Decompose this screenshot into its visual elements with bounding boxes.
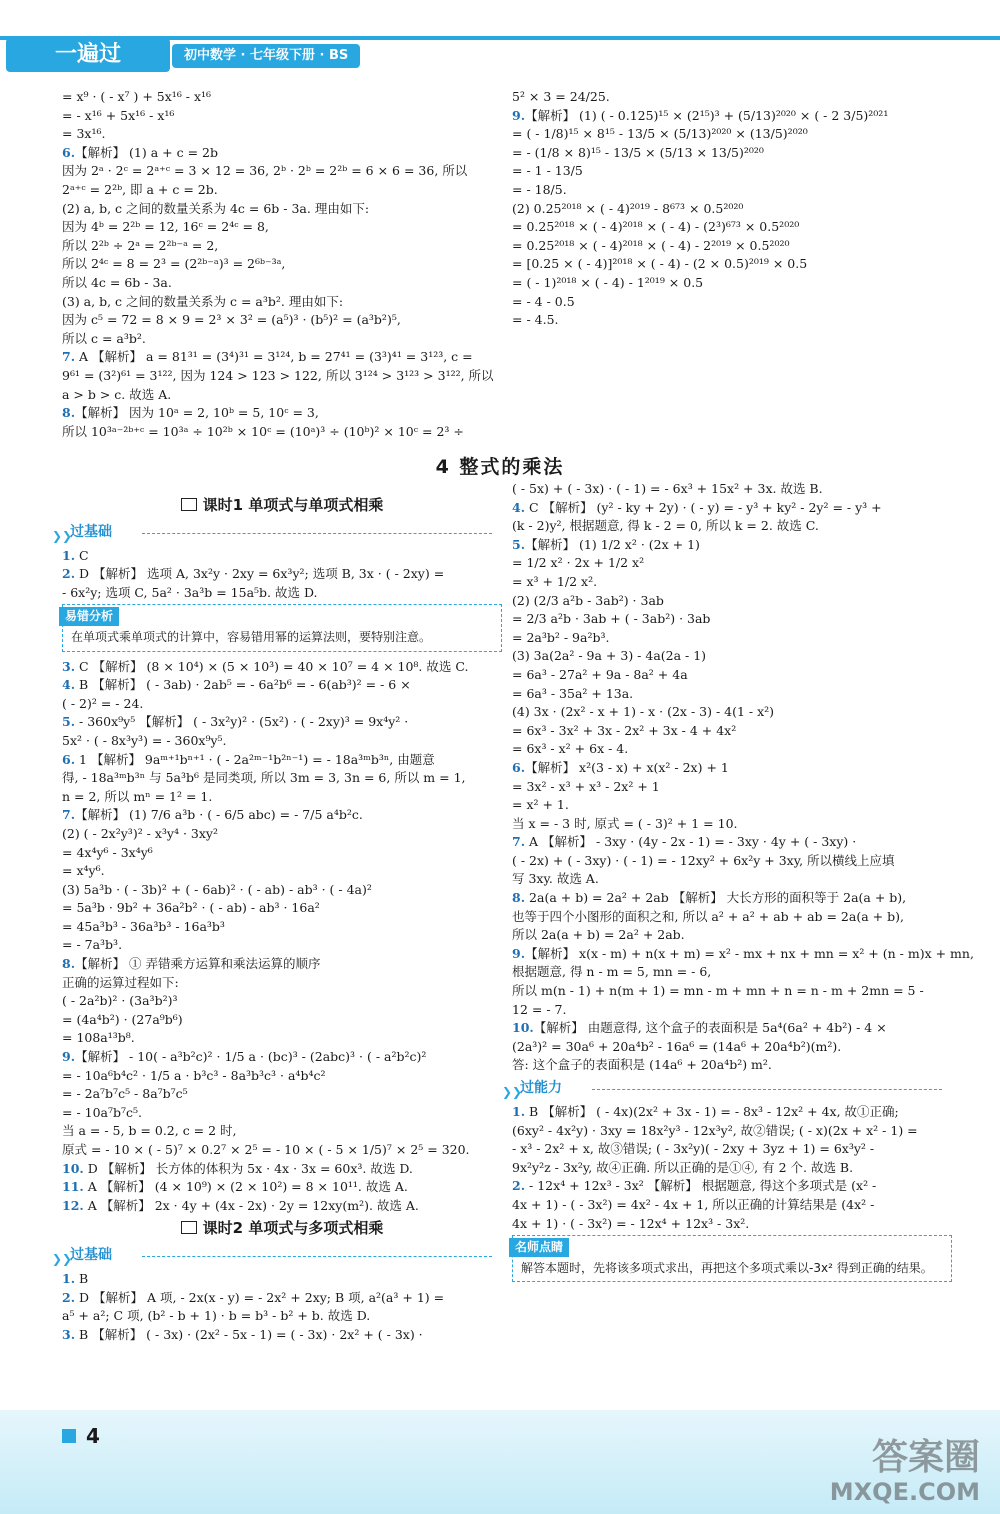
page-header xyxy=(0,0,1000,78)
answer-line: = 4x⁴y⁶ - 3x⁴y⁶ xyxy=(62,844,153,860)
answer-line: - x³ - 2x² + x, 故③错误; ( - 3x²y)( - 2xy + 3yz + 1) = 6x³y² - xyxy=(512,1141,875,1157)
question-number: 7. xyxy=(512,834,526,850)
answer-line: 7. A 【解析】 - 3xy · (4y - 2x - 1) = - 3xy · 4y + ( - 3xy) · xyxy=(512,834,857,850)
answer-line: 12 = - 7. xyxy=(512,1001,567,1017)
lesson-box-icon xyxy=(181,1221,197,1234)
answer-line: 9.【解析】 (1) ( - 0.125)¹⁵ × (2¹⁵)³ + (5/13)²⁰²⁰ × ( - 2 3/5)²⁰²¹ xyxy=(512,107,889,123)
page-number-label: 4 xyxy=(86,1424,100,1448)
chevron-icon: ❯❯ xyxy=(52,1251,73,1266)
answer-line: 所以 10³ᵃ⁻²ᵇ⁺ᶜ = 10³ᵃ ÷ 10²ᵇ × 10ᶜ = (10ᵃ)³ ÷ (10ᵇ)² × 10ᶜ = 2³ ÷ xyxy=(62,423,464,439)
square-icon xyxy=(62,1429,76,1443)
answer-line: ( - 2x) + ( - 3xy) · ( - 1) = - 12xy² + 6x²y + 3xy, 所以横线上应填 xyxy=(512,852,895,868)
question-number: 3. xyxy=(62,1326,76,1342)
answer-line: = - 4.5. xyxy=(512,312,559,328)
answer-line: 根据题意, 得 n - m = 5, mn = - 6, xyxy=(512,964,712,980)
question-number: 7. xyxy=(62,349,76,365)
answer-line: 7.【解析】 (1) 7/6 a³b · ( - 6/5 abc) = - 7/5 a⁴b²c. xyxy=(62,807,363,823)
answer-line: 9x²y²z - 3x²y, 故④正确. 所以正确的是①④, 有 2 个. 故选 B. xyxy=(512,1159,854,1175)
answer-line: ( - 5x) + ( - 3x) · ( - 1) = - 6x³ + 15x² + 3x. 故选 B. xyxy=(512,481,823,496)
error-note-text: 在单项式乘单项式的计算中，容易错用幂的运算法则，要特别注意。 xyxy=(71,629,432,644)
answer-line: = ( - 1/8)¹⁵ × 8¹⁵ - 13/5 × (5/13)²⁰²⁰ × (13/5)²⁰²⁰ xyxy=(512,126,808,142)
question-number: 10. xyxy=(62,1160,84,1176)
banner-basic xyxy=(52,523,502,543)
answer-line: 所以 c = a³b². xyxy=(62,330,146,346)
answer-line: = - 4 - 0.5 xyxy=(512,293,575,309)
brand-logo: 一遍过 xyxy=(6,38,170,72)
answer-line: 6.【解析】 (1) a + c = 2b xyxy=(62,144,218,160)
answer-line: = 3x² - x³ + x³ - 2x² + 1 xyxy=(512,778,660,794)
answer-line: 1. B 【解析】 ( - 4x)(2x² + 3x - 1) = - 8x³ - 12x² + 4x, 故①正确; xyxy=(512,1104,899,1119)
answer-line: 10.【解析】 由题意得, 这个盒子的表面积是 5a⁴(6a² + 4b²) - 4 × xyxy=(512,1020,887,1036)
question-number: 1. xyxy=(62,547,76,563)
question-number: 2. xyxy=(512,1178,526,1194)
answer-line: 所以 4c = 6b - 3a. xyxy=(62,274,172,290)
answer-line: 因为 c⁵ = 72 = 8 × 9 = 2³ × 3² = (a⁵)³ · (b⁵)² = (a³b²)⁵, xyxy=(62,312,401,328)
answer-line: 因为 2ᵃ · 2ᶜ = 2ᵃ⁺ᶜ = 3 × 12 = 36, 2ᵇ · 2ᵇ = 2²ᵇ = 6 × 6 = 36, 所以 xyxy=(62,163,468,179)
answer-line: a > b > c. 故选 A. xyxy=(62,386,172,402)
answer-line: 4. B 【解析】 ( - 3ab) · 2ab⁵ = - 6a²b⁶ = - 6(ab³)² = - 6 × xyxy=(62,677,411,693)
left-top-column xyxy=(62,88,502,441)
answer-line: ( - 2a²b)² · (3a³b²)³ xyxy=(62,993,178,1009)
answer-line: = 6x³ - 3x² + 3x - 2x² + 3x - 4 + 4x² xyxy=(512,722,737,738)
answer-line: = - 10a⁶b⁴c² · 1/5 a · b³c³ - 8a³b³c³ · a⁴b⁴c² xyxy=(62,1067,326,1083)
answer-line: = - 7a³b³. xyxy=(62,937,123,953)
answer-line: = 6x³ - x² + 6x - 4. xyxy=(512,741,629,757)
watermark-logo: 答案圈 xyxy=(871,1437,980,1478)
answer-line: 9.【解析】 x(x - m) + n(x + m) = x² - mx + nx + mn = x² + (n - m)x + mn, xyxy=(512,945,974,961)
answer-line: (4) 3x · (2x² - x + 1) - x · (2x - 3) - 4(1 - x²) xyxy=(512,704,775,720)
answer-line: 2. D 【解析】 A 项, - 2x(x - y) = - 2x² + 2xy; B 项, a²(a³ + 1) = xyxy=(62,1289,445,1305)
answer-line: = 2/3 a²b · 3ab + ( - 3ab²) · 3ab xyxy=(512,611,711,627)
lesson-2-label: 课时2 单项式与多项式相乘 xyxy=(202,1219,384,1238)
answer-line: 5² × 3 = 24/25. xyxy=(512,89,610,104)
answer-line: 9⁶¹ = (3²)⁶¹ = 3¹²², 因为 124 > 123 > 122, 所以 3¹²⁴ > 3¹²³ > 3¹²², 所以 xyxy=(62,367,494,383)
answer-line: 6.【解析】 x²(3 - x) + x(x² - 2x) + 1 xyxy=(512,759,729,775)
answer-line: 2. D 【解析】 选项 A, 3x²y · 2xy = 6x³y²; 选项 B, 3x · ( - 2xy) = xyxy=(62,566,445,582)
tip-note-text: 解答本题时，先将该多项式求出，再把这个多项式乘以-3x² 得到正确的结果。 xyxy=(521,1260,933,1275)
answer-line: (2a³)² = 30a⁶ + 20a⁴b² - 16a⁶ = (14a⁶ + 20a⁴b²)(m²). xyxy=(512,1038,842,1054)
question-number: 3. xyxy=(62,658,76,674)
answer-line: 2ᵃ⁺ᶜ = 2²ᵇ, 即 a + c = 2b. xyxy=(62,181,218,197)
lesson-box-icon xyxy=(181,498,197,511)
answer-line: 所以 m(n - 1) + n(m + 1) = mn - m + mn + n = n - m + 2mn = 5 - xyxy=(512,983,924,999)
lesson-1-label: 课时1 单项式与单项式相乘 xyxy=(202,496,384,514)
right-top-column xyxy=(512,88,952,330)
answer-line: = x² + 1. xyxy=(512,797,569,813)
section-title: 4 整式的乘法 xyxy=(435,456,565,478)
answer-line: 8.【解析】 因为 10ᵃ = 2, 10ᵇ = 5, 10ᶜ = 3, xyxy=(62,405,319,421)
answer-line: 当 a = - 5, b = 0.2, c = 2 时, xyxy=(62,1123,237,1139)
answer-line: = 3x¹⁶. xyxy=(62,126,106,142)
question-number: 2. xyxy=(62,566,76,582)
answer-line: 3. B 【解析】 ( - 3x) · (2x² - 5x - 1) = ( - 3x) · 2x² + ( - 3x) · xyxy=(62,1326,423,1342)
answer-line: = 6a³ - 27a² + 9a - 8a² + 4a xyxy=(512,666,688,682)
question-number: 6. xyxy=(62,751,76,767)
answer-line: 8. 2a(a + b) = 2a² + 2ab 【解析】 大长方形的面积等于 2a(a + b), xyxy=(512,890,907,906)
question-number: 9. xyxy=(62,1049,76,1065)
question-number: 9. xyxy=(512,107,526,123)
answer-line: a⁵ + a²; C 项, (b² - b + 1) · b = b³ - b² + b. 故选 D. xyxy=(62,1308,371,1324)
answer-line: (3) 3a(2a² - 9a + 3) - 4a(2a - 1) xyxy=(512,648,707,664)
answer-line: = x⁴y⁶. xyxy=(62,863,105,879)
answer-line: = - 1 - 13/5 xyxy=(512,163,583,179)
question-number: 5. xyxy=(62,714,76,730)
answer-line: 4x + 1) - ( - 3x²) = 4x² - 4x + 1, 所以正确的计算结果是 (4x² - xyxy=(512,1196,875,1212)
banner-divider xyxy=(142,533,492,534)
answer-line: = - 10a⁷b⁷c⁵. xyxy=(62,1104,143,1120)
answer-line: (2) a, b, c 之间的数量关系为 4c = 6b - 3a. 理由如下: xyxy=(62,200,370,216)
answer-line: = - 2a⁷b⁷c⁵ - 8a⁷b⁷c⁵ xyxy=(62,1086,188,1102)
answer-line: 得, - 18a³ᵐb³ⁿ 与 5a³b⁶ 是同类项, 所以 3m = 3, 3n = 6, 所以 m = 1, xyxy=(62,770,466,786)
banner-basic-2-label: 过基础 xyxy=(70,1246,112,1263)
question-number: 8. xyxy=(62,405,76,421)
watermark-url: MXQE.COM xyxy=(829,1478,980,1506)
answer-line: 因为 4ᵇ = 2²ᵇ = 12, 16ᶜ = 2⁴ᶜ = 8, xyxy=(62,219,269,235)
answer-line: 原式 = - 10 × ( - 5)⁷ × 0.2⁷ × 2⁵ = - 10 × ( - 5 × 1/5)⁷ × 2⁵ = 320. xyxy=(62,1142,470,1157)
answer-line: 8.【解析】 ① 弄错乘方运算和乘法运算的顺序 xyxy=(62,956,321,972)
answer-line: 3. C 【解析】 (8 × 10⁴) × (5 × 10³) = 40 × 10⁷ = 4 × 10⁸. 故选 C. xyxy=(62,658,469,674)
basic-answers-3 xyxy=(62,1270,502,1344)
tip-note-title: 名师点睛 xyxy=(509,1238,569,1257)
answer-line: 1. C xyxy=(62,547,89,563)
answer-line: 9.【解析】 - 10( - a³b²c)² · 1/5 a · (bc)³ - (2abc)³ · ( - a²b²c)² xyxy=(62,1049,427,1065)
answer-line: 12. A 【解析】 2x · 4y + (4x - 2x) · 2y = 12xy(m²). 故选 A. xyxy=(62,1197,419,1213)
banner-divider xyxy=(142,1256,492,1257)
banner-ability-label: 过能力 xyxy=(520,1080,562,1096)
answer-line: = 5a³b · 9b² + 36a²b² · ( - ab) - ab³ · 16a² xyxy=(62,900,320,916)
ability-answers xyxy=(512,1103,952,1233)
question-number: 1. xyxy=(62,1270,76,1286)
error-note-title: 易错分析 xyxy=(59,607,119,626)
answer-line: = - x¹⁶ + 5x¹⁶ - x¹⁶ xyxy=(62,107,175,123)
answer-line: 5. - 360x⁹y⁵ 【解析】 ( - 3x²y)² · (5x²) · ( - 2xy)³ = 9x⁴y² · xyxy=(62,714,409,730)
book-tag: 初中数学 · 七年级下册 · BS xyxy=(172,44,360,68)
answer-line: 4. C 【解析】 (y² - ky + 2y) · ( - y) = - y³ + ky² - 2y² = - y³ + xyxy=(512,499,882,515)
answer-line: 10. D 【解析】 长方体的体积为 5x · 4x · 3x = 60x³. 故选 D. xyxy=(62,1160,413,1176)
answer-line: (3) 5a³b · ( - 3b)² + ( - 6ab)² · ( - ab) - ab³ · ( - 4a)² xyxy=(62,881,372,897)
answer-line: = - (1/8 × 8)¹⁵ - 13/5 × (5/13 × 13/5)²⁰²⁰ xyxy=(512,144,764,160)
question-number: 8. xyxy=(512,890,526,906)
answer-line: (2) ( - 2x²y³)² - x³y⁴ · 3xy² xyxy=(62,825,218,841)
left-bottom-column xyxy=(52,492,502,1344)
lesson-2-title xyxy=(62,1219,502,1238)
chevron-icon: ❯❯ xyxy=(52,528,73,543)
banner-ability xyxy=(502,1079,952,1099)
answer-line: 所以 2a(a + b) = 2a² + 2ab. xyxy=(512,927,685,943)
answer-line: 1. B xyxy=(62,1270,89,1286)
banner-basic-label: 过基础 xyxy=(70,523,112,540)
lesson-1-title xyxy=(62,496,502,515)
answer-line: = 6a³ - 35a² + 13a. xyxy=(512,685,634,701)
question-number: 5. xyxy=(512,536,526,552)
answer-line: 6. 1 【解析】 9aᵐ⁺¹bⁿ⁺¹ · ( - 2a²ᵐ⁻¹b²ⁿ⁻¹) = - 18a³ᵐb³ⁿ, 由题意 xyxy=(62,751,435,767)
answer-line: = 45a³b³ - 36a³b³ - 16a³b³ xyxy=(62,918,225,934)
answer-line: 7. A 【解析】 a = 81³¹ = (3⁴)³¹ = 3¹²⁴, b = 27⁴¹ = (3³)⁴¹ = 3¹²³, c = xyxy=(62,349,473,365)
banner-divider xyxy=(592,1089,942,1090)
question-number: 12. xyxy=(62,1197,84,1213)
question-number: 6. xyxy=(512,759,526,775)
basic-answers-1 xyxy=(62,547,502,603)
answer-line: (2) 0.25²⁰¹⁸ × ( - 4)²⁰¹⁹ - 8⁶⁷³ × 0.5²⁰²⁰ xyxy=(512,200,744,216)
answer-line: 4x + 1) · ( - 3x²) = - 12x⁴ + 12x³ - 3x². xyxy=(512,1215,750,1231)
answer-line: n = 2, 所以 mⁿ = 1² = 1. xyxy=(62,788,213,804)
teacher-tip-note xyxy=(512,1235,952,1282)
right-answers-1 xyxy=(512,480,974,1075)
question-number: 2. xyxy=(62,1289,76,1305)
answer-line: 2. - 12x⁴ + 12x³ - 3x² 【解析】 根据题意, 得这个多项式是 (x² - xyxy=(512,1178,877,1194)
answer-line: = (4a⁴b²) · (27a⁹b⁶) xyxy=(62,1011,183,1027)
error-analysis-note xyxy=(62,604,502,651)
answer-line: 11. A 【解析】 (4 × 10⁹) × (2 × 10²) = 8 × 10¹¹. 故选 A. xyxy=(62,1179,408,1195)
question-number: 6. xyxy=(62,144,76,160)
answer-line: - 6x²y; 选项 C, 5a² · 3a³b = 15a⁵b. 故选 D. xyxy=(62,584,318,600)
answer-line: 也等于四个小图形的面积之和, 所以 a² + a² + ab + ab = 2a(a + b), xyxy=(512,908,904,924)
answer-line: (k - 2)y², 根据题意, 得 k - 2 = 0, 所以 k = 2. 故选 C. xyxy=(512,518,819,534)
banner-basic-2 xyxy=(52,1246,502,1266)
question-number: 8. xyxy=(62,956,76,972)
answer-line: 所以 2²ᵇ ÷ 2ᵃ = 2²ᵇ⁻ᵃ = 2, xyxy=(62,237,219,253)
question-number: 1. xyxy=(512,1104,526,1119)
answer-line: (2) (2/3 a²b - 3ab²) · 3ab xyxy=(512,592,664,608)
answer-line: 5.【解析】 (1) 1/2 x² · (2x + 1) xyxy=(512,536,700,552)
answer-line: ( - 2)² = - 24. xyxy=(62,695,144,711)
question-number: 11. xyxy=(62,1179,84,1195)
answer-line: = 1/2 x² · 2x + 1/2 x² xyxy=(512,555,645,571)
answer-line: = [0.25 × ( - 4)]²⁰¹⁸ × ( - 4) - (2 × 0.5)²⁰¹⁹ × 0.5 xyxy=(512,256,808,272)
answer-line: = 2a³b² - 9a²b³. xyxy=(512,629,610,645)
answer-line: 所以 2⁴ᶜ = 8 = 2³ = (2²ᵇ⁻ᵃ)³ = 2⁶ᵇ⁻³ᵃ, xyxy=(62,256,286,272)
basic-answers-2 xyxy=(62,658,502,1216)
answer-line: = 108a¹³b⁸. xyxy=(62,1030,135,1046)
page-number xyxy=(62,1424,100,1448)
answer-line: 写 3xy. 故选 A. xyxy=(512,871,599,887)
answer-line: (6xy² - 4x²y) · 3xy = 18x²y³ - 12x³y², 故②错误; ( - x)(2x + x² - 1) = xyxy=(512,1122,918,1138)
answer-line: 5x² · ( - 8x³y³) = - 360x⁹y⁵. xyxy=(62,732,227,748)
question-number: 10. xyxy=(512,1020,534,1036)
answer-line: = ( - 1)²⁰¹⁸ × ( - 4) - 1²⁰¹⁹ × 0.5 xyxy=(512,274,704,290)
answer-line: = 0.25²⁰¹⁸ × ( - 4)²⁰¹⁸ × ( - 4) - 2²⁰¹⁹ × 0.5²⁰²⁰ xyxy=(512,237,790,253)
answer-line: 正确的运算过程如下: xyxy=(62,974,179,990)
answer-line: = x⁹ · ( - x⁷ ) + 5x¹⁶ - x¹⁶ xyxy=(62,89,212,104)
question-number: 4. xyxy=(62,677,76,693)
answer-line: 答: 这个盒子的表面积是 (14a⁶ + 20a⁴b²) m². xyxy=(512,1057,772,1073)
question-number: 9. xyxy=(512,945,526,961)
question-number: 7. xyxy=(62,807,76,823)
question-number: 4. xyxy=(512,499,526,515)
answer-line: = - 18/5. xyxy=(512,181,567,197)
right-bottom-column xyxy=(502,480,974,1288)
chevron-icon: ❯❯ xyxy=(502,1085,523,1099)
answer-line: (3) a, b, c 之间的数量关系为 c = a³b². 理由如下: xyxy=(62,293,344,309)
answer-line: = 0.25²⁰¹⁸ × ( - 4)²⁰¹⁸ × ( - 4) - (2³)⁶⁷³ × 0.5²⁰²⁰ xyxy=(512,219,800,235)
answer-line: = x³ + 1/2 x². xyxy=(512,573,598,589)
answer-line: 当 x = - 3 时, 原式 = ( - 3)² + 1 = 10. xyxy=(512,815,738,831)
